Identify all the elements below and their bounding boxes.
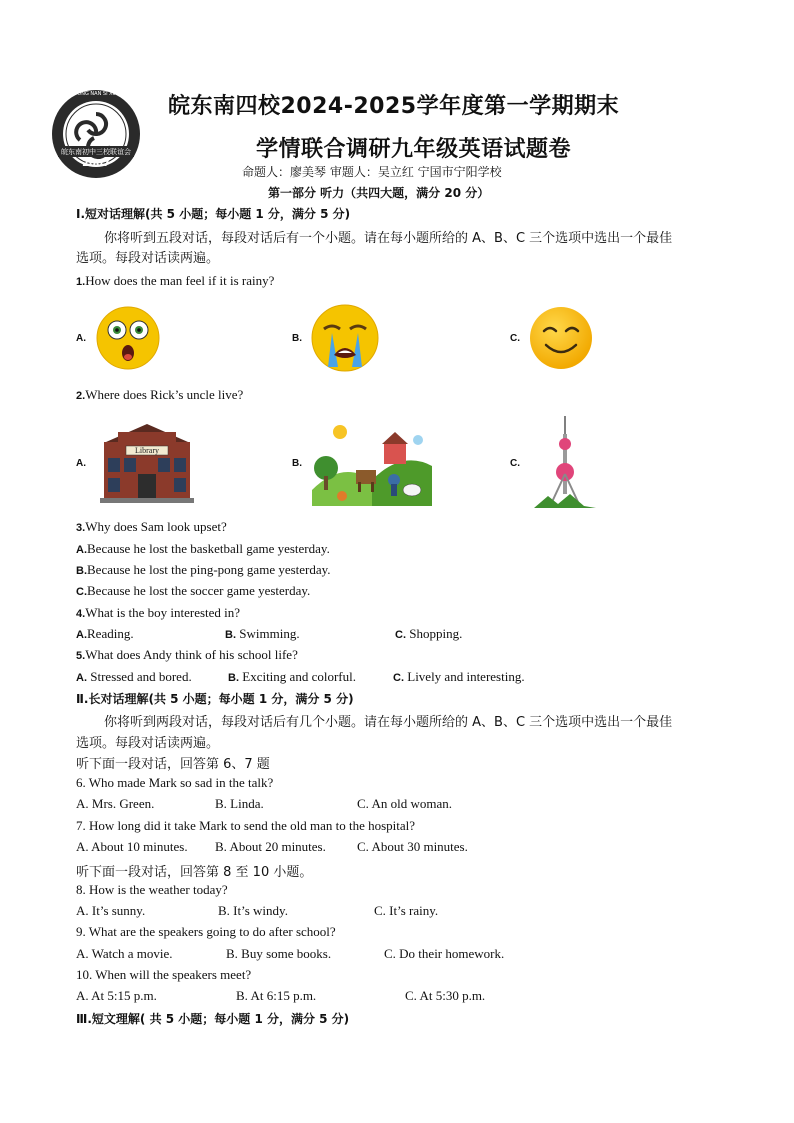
q5-option-c-label: C. <box>393 672 404 684</box>
authors-line: 命题人：廖美琴 审题人：吴立红 宁国市宁阳学校 <box>242 165 502 179</box>
question-1-number: 1. <box>76 276 86 288</box>
q1-option-c-label: C. <box>510 333 520 344</box>
q3-option-a-text: Because he lost the basketball game yesterday. <box>87 541 330 556</box>
logo-year: 2007 <box>82 158 110 169</box>
q7-option-c: C. About 30 minutes. <box>357 839 468 854</box>
q8-option-c: C. It’s rainy. <box>374 903 439 918</box>
q2-option-c-label: C. <box>510 458 520 469</box>
q6-option-b: B. Linda. <box>215 796 264 811</box>
library-sign: Library <box>135 446 159 455</box>
library-building-icon <box>96 420 198 509</box>
q3-option-c-label: C. <box>76 586 87 598</box>
q9-option-b: B. Buy some books. <box>226 946 332 961</box>
q3-option-a-label: A. <box>76 544 87 556</box>
q5-option-c <box>393 669 525 685</box>
q5-option-a-text: Stressed and bored. <box>90 669 192 684</box>
q4-option-a-text: Reading. <box>87 626 134 641</box>
question-2 <box>76 387 243 403</box>
section2-lead-2: 听下面一段对话，回答第 8 至 10 小题。 <box>76 865 313 880</box>
question-2-text: Where does Rick’s uncle live? <box>85 387 244 402</box>
q4-option-b-text: Swimming. <box>239 626 300 641</box>
question-1-text: How does the man feel if it is rainy? <box>85 273 275 288</box>
q5-option-b-label: B. <box>228 672 239 684</box>
question-4-text: What is the boy interested in? <box>85 605 241 620</box>
section2-instructions-2: 选项。每段对话读两遍。 <box>76 736 220 751</box>
q4-option-c-text: Shopping. <box>409 626 463 641</box>
page-title-line1: 皖东南四校2024-2025学年度第一学期期末 <box>168 94 620 119</box>
tv-tower-icon <box>534 414 596 515</box>
question-4-number: 4. <box>76 608 86 620</box>
question-9-text: 9. What are the speakers going to do after school? <box>76 924 336 939</box>
q2-option-a-label: A. <box>76 458 86 469</box>
smiling-face-icon <box>528 305 594 376</box>
question-10-text: 10. When will the speakers meet? <box>76 967 252 982</box>
part1-heading: 第一部分 听力（共四大题，满分 20 分） <box>268 186 490 200</box>
q5-option-b-text: Exciting and colorful. <box>242 669 356 684</box>
q4-option-a <box>76 626 134 642</box>
q7-option-a: A. About 10 minutes. <box>76 839 188 854</box>
q2-option-b-label: B. <box>292 458 302 469</box>
question-6-text: 6. Who made Mark so sad in the talk? <box>76 775 274 790</box>
q4-option-a-label: A. <box>76 629 87 641</box>
surprised-face-icon <box>95 305 161 376</box>
question-5-text: What does Andy think of his school life? <box>85 647 298 662</box>
logo-banner-text: 皖东南初中三校联谊会 <box>61 148 131 156</box>
q10-option-c: C. At 5:30 p.m. <box>405 988 486 1003</box>
section1-heading: Ⅰ.短对话理解(共 5 小题；每小题 1 分，满分 5 分) <box>76 207 351 221</box>
question-1 <box>76 273 274 289</box>
section2-instructions-1: 你将听到两段对话，每段对话后有几个小题。请在每小题所给的 A、B、C 三个选项中选出一个最佳 <box>104 715 673 730</box>
question-3 <box>76 519 227 535</box>
question-4 <box>76 605 240 621</box>
q5-option-a <box>76 669 192 685</box>
question-2-number: 2. <box>76 390 86 402</box>
question-5 <box>76 647 298 663</box>
q3-option-b <box>76 562 331 578</box>
question-7-text: 7. How long did it take Mark to send the old man to the hospital? <box>76 818 416 833</box>
q3-option-b-label: B. <box>76 565 87 577</box>
question-3-number: 3. <box>76 522 86 534</box>
q8-option-b: B. It’s windy. <box>218 903 288 918</box>
q4-option-c-label: C. <box>395 629 406 641</box>
section1-instructions-1: 你将听到五段对话，每段对话后有一个小题。请在每小题所给的 A、B、C 三个选项中选出一个最佳 <box>104 231 673 246</box>
q5-option-a-label: A. <box>76 672 87 684</box>
q1-option-b-label: B. <box>292 333 302 344</box>
farm-scene-icon <box>312 420 432 511</box>
q9-option-c: C. Do their homework. <box>384 946 505 961</box>
q4-option-c <box>395 626 462 642</box>
school-logo <box>50 88 142 180</box>
q4-option-b-label: B. <box>225 629 236 641</box>
q10-option-b: B. At 6:15 p.m. <box>236 988 317 1003</box>
section2-heading: Ⅱ.长对话理解(共 5 小题；每小题 1 分，满分 5 分) <box>76 692 354 706</box>
q7-option-b: B. About 20 minutes. <box>215 839 326 854</box>
section1-instructions-2: 选项。每段对话读两遍。 <box>76 251 220 266</box>
q3-option-c-text: Because he lost the soccer game yesterday. <box>87 583 311 598</box>
q9-option-a: A. Watch a movie. <box>76 946 173 961</box>
crying-face-icon <box>310 303 380 378</box>
q3-option-a <box>76 541 330 557</box>
question-5-number: 5. <box>76 650 86 662</box>
q5-option-c-text: Lively and interesting. <box>407 669 525 684</box>
q5-option-b <box>228 669 356 685</box>
q8-option-a: A. It’s sunny. <box>76 903 146 918</box>
q1-option-a-label: A. <box>76 333 86 344</box>
q10-option-a: A. At 5:15 p.m. <box>76 988 157 1003</box>
section2-lead-1: 听下面一段对话，回答第 6、7 题 <box>76 757 270 772</box>
section3-heading: Ⅲ.短文理解( 共 5 小题；每小题 1 分，满分 5 分) <box>76 1012 350 1026</box>
q6-option-c: C. An old woman. <box>357 796 452 811</box>
question-3-text: Why does Sam look upset? <box>85 519 227 534</box>
q6-option-a: A. Mrs. Green. <box>76 796 155 811</box>
logo-ring-text: WAN DONG NAN SI XIAO LIAN HE <box>60 91 143 97</box>
q3-option-c <box>76 583 310 599</box>
page-title-line2: 学情联合调研九年级英语试题卷 <box>256 137 572 162</box>
q3-option-b-text: Because he lost the ping-pong game yesterday. <box>87 562 331 577</box>
question-8-text: 8. How is the weather today? <box>76 882 228 897</box>
q4-option-b <box>225 626 300 642</box>
